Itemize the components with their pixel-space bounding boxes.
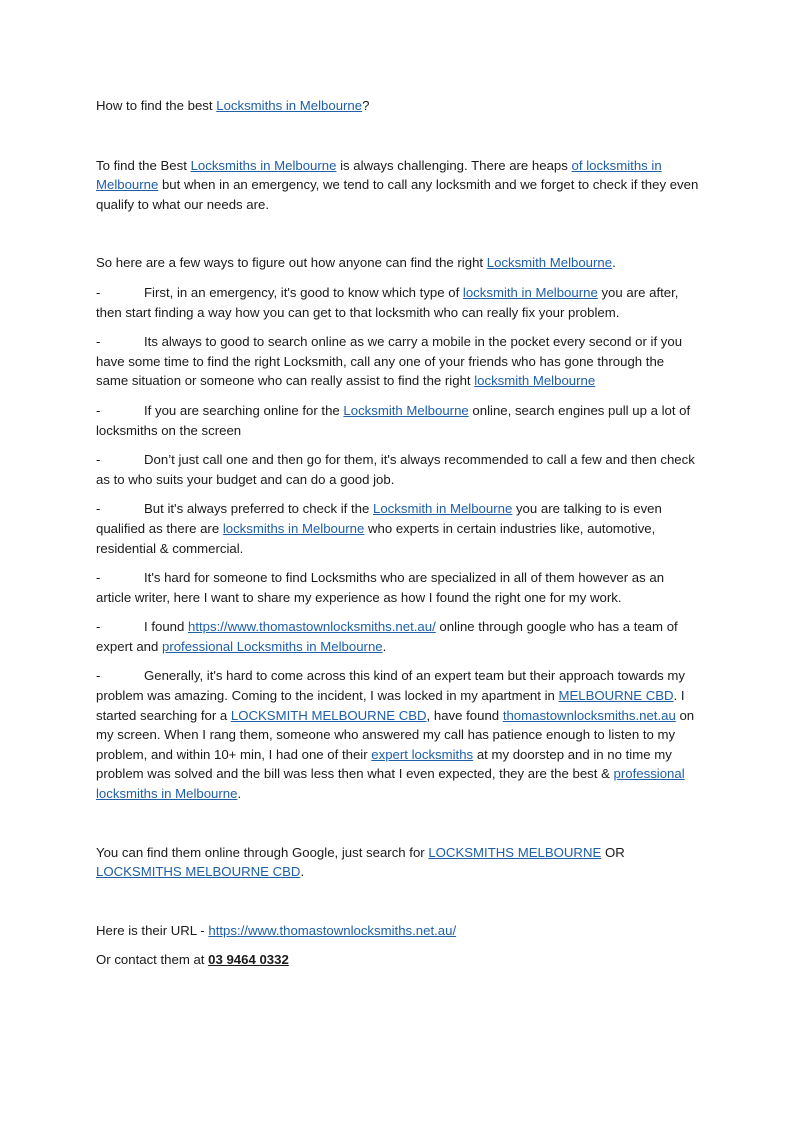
intro-link-2[interactable]: of locksmiths in Melbourne [96,157,662,193]
text: To find the Best [96,157,191,173]
text: Its always to good to search online as we carry a mobile in the pocket every second or if you have some time to find the right Locksmith, call any one of your friends who has gone through the same situation or someone who can really assist to find the right [96,334,683,389]
text: OR [601,844,625,860]
bullet-2-link[interactable]: locksmith Melbourne [474,373,596,389]
text: you are talking to is even qualified as there are [96,501,662,536]
text: . [612,255,616,271]
text: . I started searching for a [96,688,685,723]
url-link[interactable]: https://www.thomastownlocksmiths.net.au/ [208,922,457,938]
bullet-7 [96,617,700,656]
text: I found [144,619,188,635]
bullet-7-url-link[interactable]: https://www.thomastownlocksmiths.net.au/ [188,619,436,635]
phone-number: 03 9464 0332 [208,952,289,968]
bullet-8-link-1[interactable]: MELBOURNE CBD [558,688,674,704]
bullet-1 [96,283,700,322]
ways-link[interactable]: Locksmith Melbourne [486,255,613,271]
ways-paragraph [96,253,700,273]
text: is always challenging. There are heaps [336,157,572,173]
text: It's hard for someone to find Locksmiths who are specialized in all of them however as an article writer, here I want to share my experience as how I found the right one for my work. [96,570,665,605]
title-text: How to find the best [96,98,217,113]
text: you are after, then start finding a way how you can get to that locksmith who can really fix your problem. [96,284,679,320]
text: But it's always preferred to check if the [144,501,374,517]
text: Here is their URL - [96,922,209,938]
text: You can find them online through Google, just search for [96,844,429,860]
bullet-6 [96,568,700,607]
bullet-7-link-2[interactable]: professional Locksmiths in Melbourne [161,638,383,654]
bullet-5 [96,499,700,558]
bullet-marker: - [96,619,101,635]
bullet-1-link[interactable]: locksmith in Melbourne [462,284,598,300]
find-paragraph [96,843,700,882]
text: . [300,864,305,880]
text: on my screen. When I rang them, someone who answered my call has patience enough to listen to my problem, and within 10+ min, I had one of their [96,707,695,762]
text: . [382,638,387,654]
text: Generally, it's hard to come across this kind of an expert team but their approach towards my problem was amazing. Coming to the incident, I was locked in my apartment in [96,668,686,704]
document-title [96,96,700,116]
bullet-2 [96,332,700,391]
title-link[interactable]: Locksmiths in Melbourne [216,98,363,113]
text: So here are a few ways to figure out how anyone can find the right [96,255,487,271]
bullet-marker: - [96,284,101,300]
contact-paragraph [96,950,700,970]
bullet-marker: - [96,452,101,468]
bullet-marker: - [96,501,101,517]
bullet-3 [96,401,700,440]
bullet-5-link-2[interactable]: locksmiths in Melbourne [222,520,365,536]
text: online, search engines pull up a lot of locksmiths on the screen [96,402,691,438]
bullet-marker: - [96,668,101,684]
document-page [96,96,700,970]
title-text-end: ? [362,98,370,113]
bullet-8-link-2[interactable]: LOCKSMITH MELBOURNE CBD [230,707,427,723]
find-link-2[interactable]: LOCKSMITHS MELBOURNE CBD [96,864,301,880]
url-paragraph [96,921,700,941]
bullet-4 [96,450,700,489]
intro-link-1[interactable]: Locksmiths in Melbourne [190,157,337,173]
bullet-8-link-3[interactable]: thomastownlocksmiths.net.au [502,707,676,723]
bullet-marker: - [96,570,101,586]
bullet-8 [96,666,700,803]
text: Don’t just call one and then go for them, it's always recommended to call a few and then check as to who suits your budget and can do a good job. [96,452,695,487]
bullet-8-link-5[interactable]: professional locksmiths in Melbourne [96,766,685,802]
text: but when in an emergency, we tend to call any locksmith and we forget to check if they even qualify to what our needs are. [96,177,699,212]
text: First, in an emergency, it's good to know which type of [144,284,463,300]
bullet-marker: - [96,334,101,350]
text: who experts in certain industries like, automotive, residential & commercial. [96,520,656,556]
text: online through google who has a team of expert and [96,619,678,654]
text: , have found [426,707,503,723]
bullet-5-link-1[interactable]: Locksmith in Melbourne [373,501,513,517]
text: . [237,786,242,802]
text: Or contact them at [96,952,209,968]
text: at my doorstep and in no time my problem was solved and the bill was less then what I even expected, they are the best & [96,746,672,782]
bullet-8-link-4[interactable]: expert locksmiths [371,746,474,762]
bullet-3-link[interactable]: Locksmith Melbourne [343,402,469,418]
text: If you are searching online for the [144,402,344,418]
intro-paragraph [96,156,700,215]
find-link-1[interactable]: LOCKSMITHS MELBOURNE [428,844,602,860]
bullet-marker: - [96,402,101,418]
